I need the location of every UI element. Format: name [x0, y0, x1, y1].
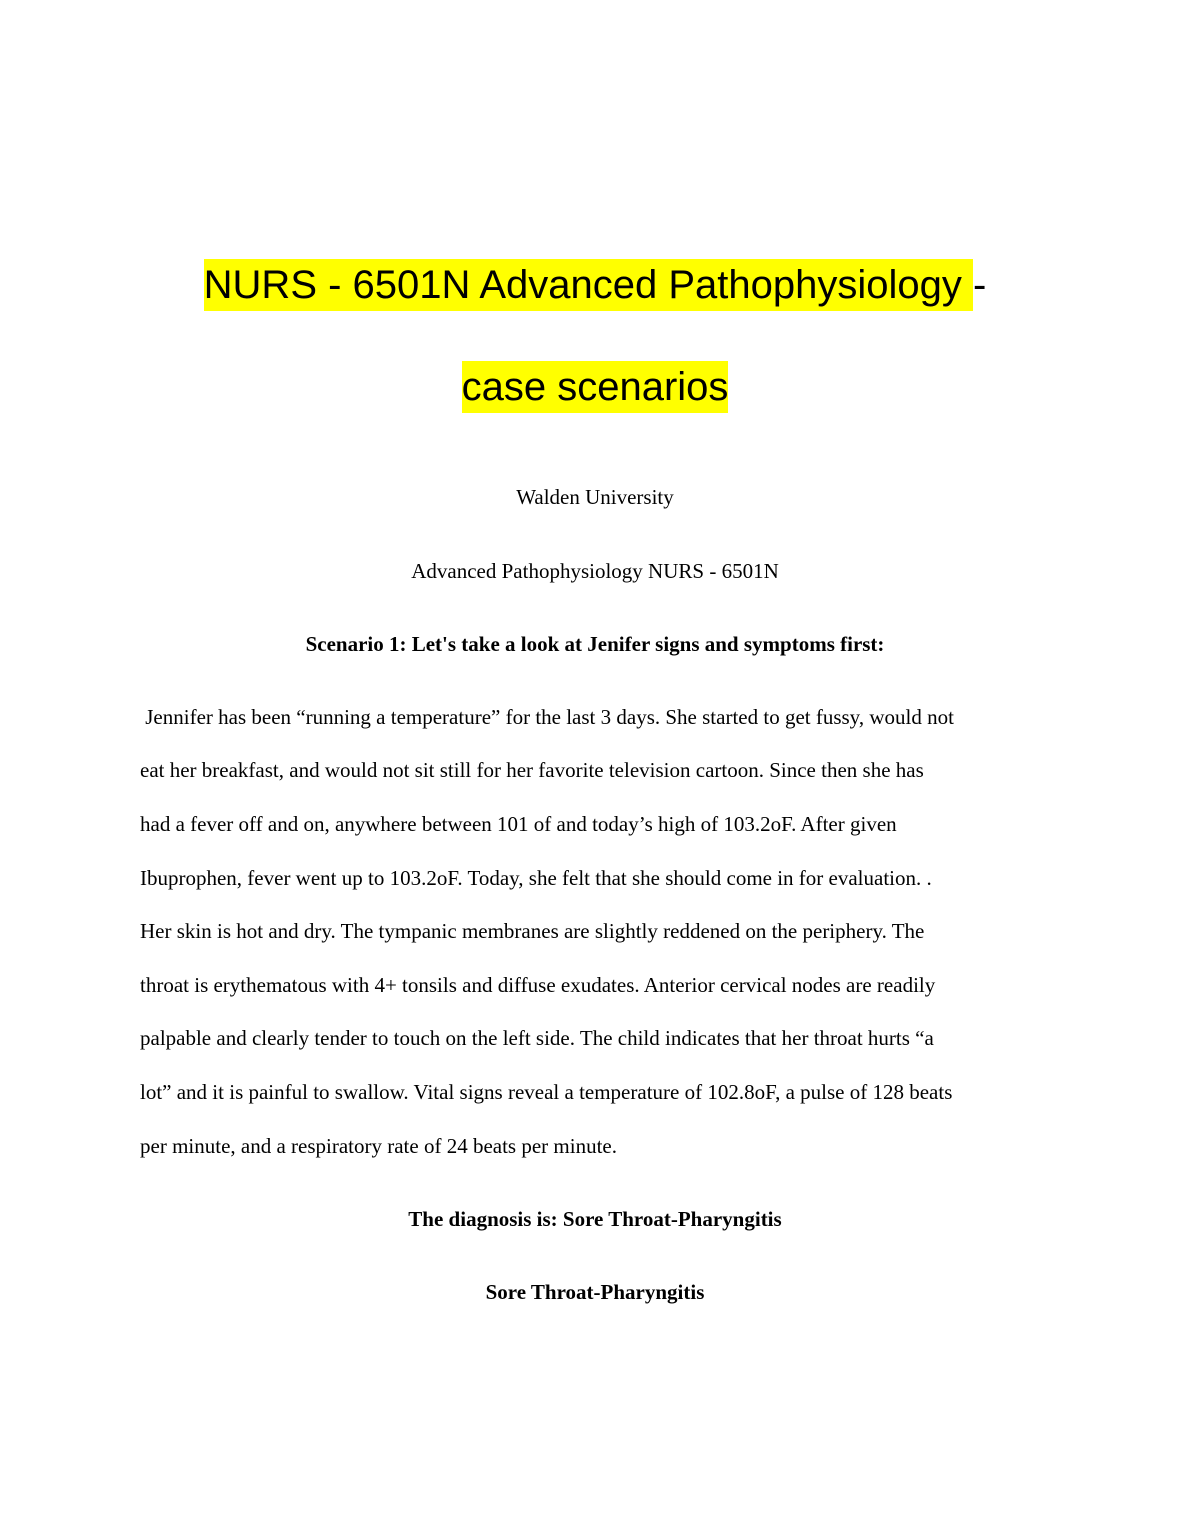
course-name: Advanced Pathophysiology NURS - 6501N — [411, 559, 779, 583]
paragraph-line: throat is erythematous with 4+ tonsils and diffuse exudates. Anterior cervical nodes are readily — [140, 973, 936, 997]
section-subheading: Sore Throat-Pharyngitis — [485, 1280, 705, 1304]
paragraph-line: had a fever off and on, anywhere between 101 of and today’s high of 103.2oF. After given — [140, 812, 897, 836]
university-name: Walden University — [516, 485, 674, 509]
document-title-line-2 — [0, 364, 1190, 410]
title-dash: - — [973, 263, 987, 307]
paragraph-line: Her skin is hot and dry. The tympanic membranes are slightly reddened on the periphery. The — [140, 919, 925, 943]
paragraph-line: palpable and clearly tender to touch on the left side. The child indicates that her throat hurts “a — [140, 1026, 934, 1050]
paragraph-line: Jennifer has been “running a temperature” for the last 3 days. She started to get fussy, would not — [140, 705, 954, 729]
paragraph-line: lot” and it is painful to swallow. Vital signs reveal a temperature of 102.8oF, a pulse of 128 beats — [140, 1080, 953, 1104]
paragraph-line: eat her breakfast, and would not sit still for her favorite television cartoon. Since then she has — [140, 758, 924, 782]
scenario-heading: Scenario 1: Let's take a look at Jenifer signs and symptoms first: — [305, 632, 885, 656]
title-highlight: NURS - 6501N Advanced Pathophysiology — [204, 259, 973, 311]
document-title-line-1 — [0, 262, 1190, 308]
diagnosis-statement: The diagnosis is: Sore Throat-Pharyngitis — [408, 1207, 782, 1231]
paragraph-line: per minute, and a respiratory rate of 24 beats per minute. — [140, 1134, 617, 1158]
paragraph-line: Ibuprophen, fever went up to 103.2oF. Today, she felt that she should come in for evaluation. . — [140, 866, 932, 890]
title-highlight-2: case scenarios — [462, 361, 729, 413]
